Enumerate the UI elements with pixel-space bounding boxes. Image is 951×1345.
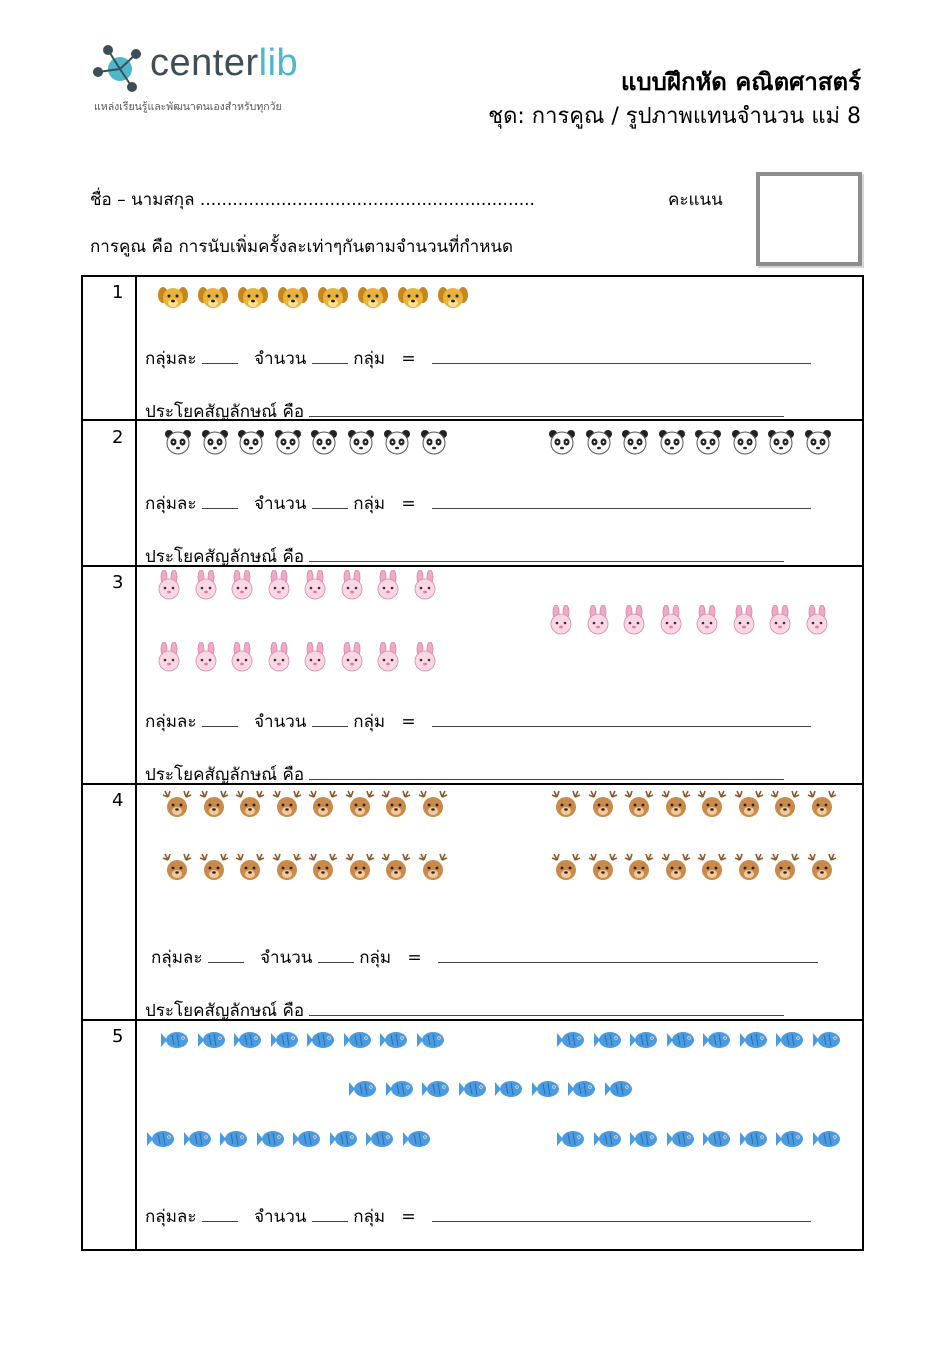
equals-sign: =	[401, 712, 416, 732]
logo-wordmark: centerlib	[150, 42, 299, 84]
groups-label: กลุ่ม	[359, 948, 392, 968]
rabbit-icon	[300, 570, 330, 604]
answer-blank[interactable]	[432, 712, 811, 727]
deer-icon	[418, 789, 448, 823]
rabbit-icon	[191, 570, 221, 604]
panda-icon	[657, 427, 687, 461]
question-number: 3	[112, 572, 124, 593]
fish-icon	[343, 1025, 373, 1059]
fish-icon	[494, 1074, 524, 1108]
answer-blank[interactable]	[309, 765, 784, 780]
panda-icon	[584, 427, 614, 461]
rabbit-icon	[373, 642, 403, 676]
answer-blank[interactable]	[309, 402, 784, 417]
answer-blank[interactable]	[202, 349, 238, 364]
rabbit-icon	[410, 570, 440, 604]
per-group-label: กลุ่มละ	[145, 494, 197, 514]
fish-icon	[666, 1124, 696, 1158]
answer-blank[interactable]	[309, 1001, 784, 1016]
panda-icon	[346, 427, 376, 461]
grouping-line	[145, 345, 811, 372]
count-label: จำนวน	[254, 712, 307, 732]
deer-icon	[551, 789, 581, 823]
sentence-line	[145, 543, 784, 570]
fish-icon	[775, 1124, 805, 1158]
sentence-label: ประโยคสัญลักษณ์ คือ	[145, 1001, 305, 1021]
rabbit-icon	[154, 642, 184, 676]
answer-blank[interactable]	[202, 1207, 238, 1222]
fish-icon	[556, 1025, 586, 1059]
fish-icon	[666, 1025, 696, 1059]
deer-icon	[624, 852, 654, 886]
fish-icon	[160, 1025, 190, 1059]
rabbit-icon	[692, 605, 722, 639]
fish-icon	[812, 1025, 842, 1059]
fish-icon	[458, 1074, 488, 1108]
name-row	[90, 186, 535, 213]
count-label: จำนวน	[254, 349, 307, 369]
fish-icon	[593, 1025, 623, 1059]
panda-icon	[236, 427, 266, 461]
score-box[interactable]	[756, 172, 862, 266]
deer-icon	[199, 852, 229, 886]
panda-icon	[620, 427, 650, 461]
fish-icon	[270, 1025, 300, 1059]
fish-icon	[531, 1074, 561, 1108]
fish-icon	[739, 1025, 769, 1059]
logo-mark-icon	[92, 42, 148, 94]
deer-icon	[381, 852, 411, 886]
panda-icon	[419, 427, 449, 461]
fish-icon	[402, 1124, 432, 1158]
question-number: 5	[112, 1026, 124, 1047]
equals-sign: =	[407, 948, 422, 968]
score-label: คะแนน	[668, 190, 723, 210]
panda-icon	[730, 427, 760, 461]
equals-sign: =	[401, 494, 416, 514]
deer-icon	[807, 789, 837, 823]
count-label: จำนวน	[254, 1207, 307, 1227]
fish-icon	[556, 1124, 586, 1158]
fish-icon	[567, 1074, 597, 1108]
groups-label: กลุ่ม	[353, 712, 386, 732]
deer-icon	[807, 852, 837, 886]
rabbit-icon	[619, 605, 649, 639]
rabbit-icon	[337, 642, 367, 676]
panda-icon	[382, 427, 412, 461]
sentence-line	[145, 761, 784, 788]
answer-blank[interactable]	[312, 494, 348, 509]
groups-label: กลุ่ม	[353, 1207, 386, 1227]
dog-icon	[358, 283, 388, 317]
panda-icon	[547, 427, 577, 461]
deer-icon	[734, 852, 764, 886]
grouping-line	[151, 944, 818, 971]
panda-icon	[200, 427, 230, 461]
fish-icon	[702, 1124, 732, 1158]
fish-icon	[348, 1074, 378, 1108]
rabbit-icon	[802, 605, 832, 639]
grouping-line	[145, 490, 811, 517]
rabbit-icon	[300, 642, 330, 676]
name-label: ชื่อ – นามสกุล	[90, 190, 195, 210]
deer-icon	[235, 789, 265, 823]
rabbit-icon	[729, 605, 759, 639]
per-group-label: กลุ่มละ	[145, 712, 197, 732]
fish-icon	[306, 1025, 336, 1059]
dog-icon	[158, 283, 188, 317]
question-number: 4	[112, 790, 124, 811]
dog-icon	[398, 283, 428, 317]
rabbit-icon	[410, 642, 440, 676]
deer-icon	[551, 852, 581, 886]
dog-icon	[438, 283, 468, 317]
deer-icon	[588, 852, 618, 886]
fish-icon	[421, 1074, 451, 1108]
rabbit-icon	[765, 605, 795, 639]
fish-icon	[219, 1124, 249, 1158]
rabbit-icon	[264, 642, 294, 676]
fish-icon	[629, 1025, 659, 1059]
deer-icon	[661, 789, 691, 823]
fish-icon	[416, 1025, 446, 1059]
fish-icon	[702, 1025, 732, 1059]
fish-icon	[775, 1025, 805, 1059]
equals-sign: =	[401, 349, 416, 369]
fish-icon	[385, 1074, 415, 1108]
sentence-label: ประโยคสัญลักษณ์ คือ	[145, 402, 305, 422]
sentence-line	[145, 398, 784, 425]
deer-icon	[624, 789, 654, 823]
answer-blank[interactable]	[312, 712, 348, 727]
fish-icon	[197, 1025, 227, 1059]
column-divider	[135, 275, 137, 1251]
deer-icon	[162, 789, 192, 823]
deer-icon	[770, 789, 800, 823]
rabbit-icon	[191, 642, 221, 676]
deer-icon	[272, 789, 302, 823]
grouping-line	[145, 708, 811, 735]
panda-icon	[766, 427, 796, 461]
sentence-label: ประโยคสัญลักษณ์ คือ	[145, 547, 305, 567]
deer-icon	[345, 789, 375, 823]
panda-icon	[693, 427, 723, 461]
deer-icon	[418, 852, 448, 886]
deer-icon	[345, 852, 375, 886]
panda-icon	[309, 427, 339, 461]
fish-icon	[812, 1124, 842, 1158]
answer-blank[interactable]	[312, 349, 348, 364]
fish-icon	[629, 1124, 659, 1158]
answer-blank[interactable]	[309, 547, 784, 562]
rabbit-icon	[337, 570, 367, 604]
groups-label: กลุ่ม	[353, 494, 386, 514]
deer-icon	[308, 852, 338, 886]
fish-icon	[146, 1124, 176, 1158]
equals-sign: =	[401, 1207, 416, 1227]
fish-icon	[365, 1124, 395, 1158]
grouping-line	[145, 1203, 811, 1230]
question-number: 2	[112, 427, 124, 448]
dog-icon	[278, 283, 308, 317]
answer-blank[interactable]	[202, 712, 238, 727]
per-group-label: กลุ่มละ	[145, 349, 197, 369]
fish-icon	[292, 1124, 322, 1158]
fish-icon	[379, 1025, 409, 1059]
answer-blank[interactable]	[432, 494, 811, 509]
rabbit-icon	[264, 570, 294, 604]
answer-blank[interactable]	[312, 1207, 348, 1222]
count-label: จำนวน	[254, 494, 307, 514]
deer-icon	[381, 789, 411, 823]
name-blank[interactable]: ..............................................................	[199, 190, 535, 210]
deer-icon	[272, 852, 302, 886]
per-group-label: กลุ่มละ	[145, 1207, 197, 1227]
fish-icon	[233, 1025, 263, 1059]
logo	[92, 40, 352, 120]
groups-label: กลุ่ม	[353, 349, 386, 369]
rabbit-icon	[583, 605, 613, 639]
deer-icon	[661, 852, 691, 886]
dog-icon	[198, 283, 228, 317]
fish-icon	[183, 1124, 213, 1158]
rabbit-icon	[227, 570, 257, 604]
per-group-label: กลุ่มละ	[151, 948, 203, 968]
fish-icon	[739, 1124, 769, 1158]
panda-icon	[273, 427, 303, 461]
deer-icon	[697, 789, 727, 823]
panda-icon	[803, 427, 833, 461]
answer-blank[interactable]	[432, 1207, 811, 1222]
answer-blank[interactable]	[438, 948, 818, 963]
rabbit-icon	[546, 605, 576, 639]
deer-icon	[770, 852, 800, 886]
deer-icon	[588, 789, 618, 823]
rabbit-icon	[227, 642, 257, 676]
deer-icon	[734, 789, 764, 823]
logo-tagline: แหล่งเรียนรู้และพัฒนาตนเองสำหรับทุกวัย	[94, 101, 282, 113]
fish-icon	[256, 1124, 286, 1158]
rabbit-icon	[656, 605, 686, 639]
rabbit-icon	[373, 570, 403, 604]
answer-blank[interactable]	[432, 349, 811, 364]
count-label: จำนวน	[260, 948, 313, 968]
worksheet-title: แบบฝึกหัด คณิตศาสตร์	[620, 68, 861, 96]
sentence-line	[145, 997, 784, 1024]
fish-icon	[593, 1124, 623, 1158]
answer-blank[interactable]	[208, 948, 244, 963]
multiplication-definition: การคูณ คือ การนับเพิ่มครั้งละเท่าๆกันตามจำนวนที่กำหนด	[90, 237, 514, 257]
answer-blank[interactable]	[202, 494, 238, 509]
deer-icon	[162, 852, 192, 886]
fish-icon	[329, 1124, 359, 1158]
deer-icon	[199, 789, 229, 823]
answer-blank[interactable]	[318, 948, 354, 963]
worksheet-subtitle: ชุด: การคูณ / รูปภาพแทนจำนวน แม่ 8	[488, 104, 861, 129]
dog-icon	[318, 283, 348, 317]
dog-icon	[238, 283, 268, 317]
deer-icon	[235, 852, 265, 886]
deer-icon	[308, 789, 338, 823]
fish-icon	[604, 1074, 634, 1108]
sentence-label: ประโยคสัญลักษณ์ คือ	[145, 765, 305, 785]
panda-icon	[163, 427, 193, 461]
question-number: 1	[112, 282, 124, 303]
rabbit-icon	[154, 570, 184, 604]
deer-icon	[697, 852, 727, 886]
